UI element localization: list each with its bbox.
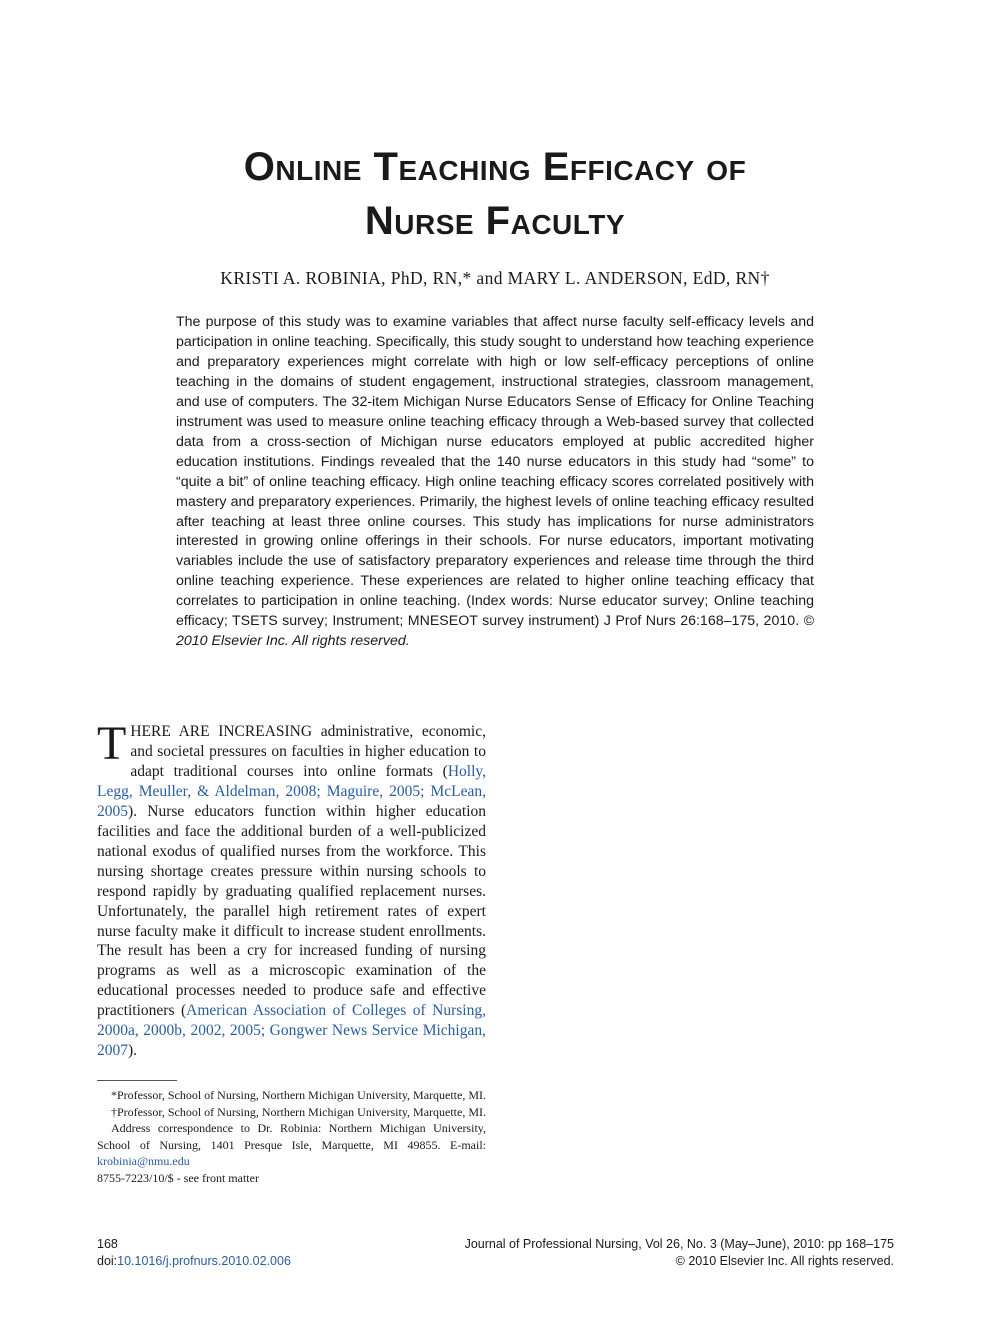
footnotes (97, 1087, 486, 1187)
footnote-4: 8755-7223/10/$ - see front matter (97, 1170, 259, 1185)
citation-link[interactable]: Holly, Legg, Meuller, & Aldelman, 2008; Maguire, 2005; McLean, 2005 (97, 762, 486, 820)
journal-citation: Journal of Professional Nursing, Vol 26, No. 3 (May–June), 2010: pp 168–175 (464, 1237, 894, 1251)
abstract-text: The purpose of this study was to examine variables that affect nurse faculty self-efficacy levels and participation in online teaching. Specifically, this study sought to understand how teaching experience and preparatory experiences might correlate with high or low self-efficacy perceptions of online teaching in the domains of student engagement, instructional strategies, classroom management, and use of computers. The 32-item Michigan Nurse Educators Sense of Efficacy for Online Teaching instrument was used to measure online teaching efficacy through a Web-based survey that collected data from a cross-section of Michigan nurse educators employed at public accredited higher education institutions. Findings revealed that the 140 nurse educators in this study had “some” to “quite a bit” of online teaching efficacy. High online teaching efficacy scores correlated positively with mastery and preparatory experiences. Primarily, the highest levels of online teaching efficacy resulted after teaching at least three online courses. This study has implications for nurse administrators interested in growing online offerings in their schools. For nurse educators, important motivating variables include the use of satisfactory preparatory experiences and release time through the third online teaching experience. These experiences are related to higher online teaching efficacy that correlates to participation in online teaching. (Index words: Nurse educator survey; Online teaching efficacy; TSETS survey; Instrument; MNESEOT survey instrument) J Prof Nurs 26:168–175, 2010. (176, 314, 814, 630)
footnote-rule (97, 1080, 177, 1081)
footnote-1: *Professor, School of Nursing, Northern Michigan University, Marquette, MI. (111, 1088, 487, 1102)
title-line-2: Nurse Faculty (364, 199, 626, 243)
doi: doi:10.1016/j.profnurs.2010.02.006 (97, 1254, 291, 1268)
title-line-1: Online Teaching Efficacy of (243, 145, 747, 189)
footnote-2: †Professor, School of Nursing, Northern Michigan University, Marquette, MI. (111, 1104, 487, 1119)
rights-notice: © 2010 Elsevier Inc. All rights reserved. (675, 1254, 894, 1268)
author-line: KRISTI A. ROBINIA, PhD, RN,* and MARY L. ANDERSON, EdD, RN† (220, 268, 770, 288)
paragraph-1: THERE ARE INCREASING administrative, economic, and societal pressures on faculties in higher education to adapt traditional courses into online formats (Holly, Legg, Meuller, & Aldelman, 2008; Maguire, 2005; McLean, 2005). Nurse educators function within higher education facilities and face the additional burden of a well-publicized national exodus of qualified nurses from the workforce. This nursing shortage creates pressure within nursing schools to respond rapidly by graduating qualified replacement nurses. Unfortunately, the parallel high retirement rates of expert nurse faculty make it difficult to increase student enrollments. The result has been a cry for increased funding of nursing programs as well as a microscopic examination of the educational processes needed to produce safe and effective practitioners (American Association of Colleges of Nursing, 2000a, 2000b, 2002, 2005; Gongwer News Service Michigan, 2007). (97, 717, 486, 1060)
abstract (176, 313, 814, 652)
drop-cap: T (97, 717, 127, 770)
citation-link[interactable]: American Association of Colleges of Nursing, 2000a, 2000b, 2002, 2005; Gongwer News Service Michigan, 2007 (97, 1002, 486, 1060)
email-link[interactable]: krobinia@nmu.edu (97, 1154, 190, 1169)
article-title (0, 140, 990, 248)
lead-in: HERE ARE INCREASING (130, 723, 313, 740)
footnote-3: Address correspondence to Dr. Robinia: Northern Michigan University, School of Nursing, 1401 Presque Isle, Marquette, MI 49855. E-mail: krobinia@nmu.edu (97, 1121, 486, 1169)
page-number: 168 (97, 1237, 118, 1251)
doi-link[interactable]: 10.1016/j.profnurs.2010.02.006 (117, 1254, 291, 1268)
left-column (97, 717, 486, 1061)
abstract-copyright: © 2010 Elsevier Inc. All rights reserved. (176, 613, 814, 650)
page-footer (97, 1236, 894, 1270)
